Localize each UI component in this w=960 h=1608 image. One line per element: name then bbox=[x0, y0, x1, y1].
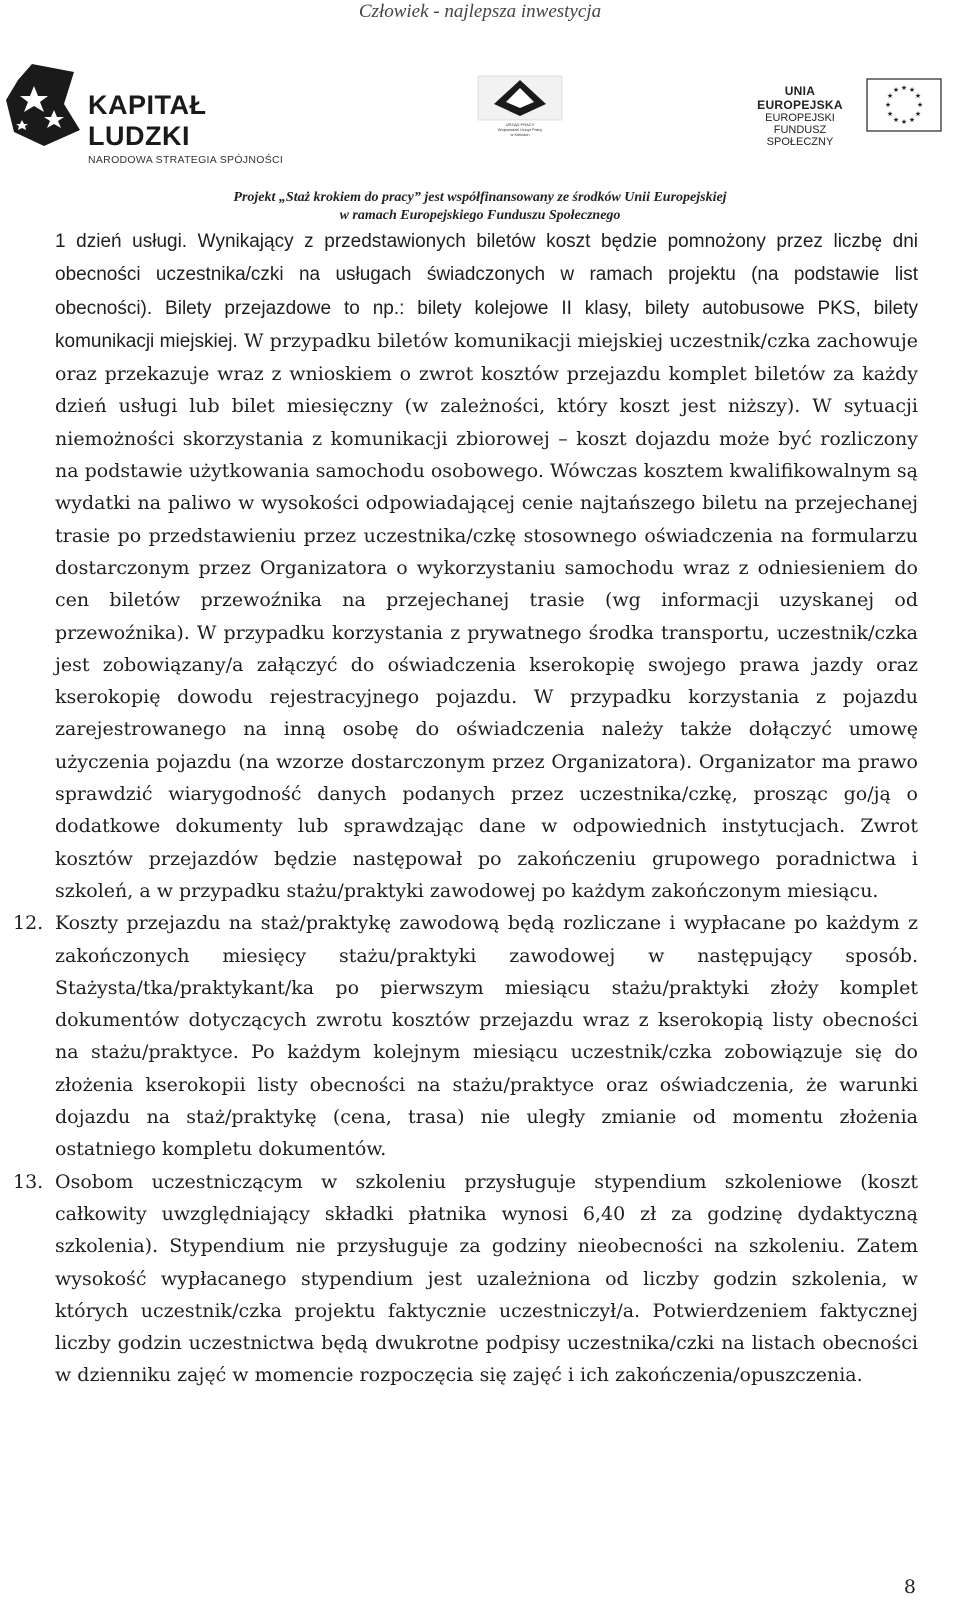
project-line-2: w ramach Europejskiego Funduszu Społecznego bbox=[339, 208, 621, 223]
list-item-text: Koszty przejazdu na staż/praktykę zawodową będą rozliczane i wypłacane po każdym z zakończonych miesięcy stażu/praktyki zawodowej w następujący sposób. Stażysta/tka/praktykant/ka po pierwszym miesiącu stażu/praktyki złoży komplet dokumentów dotyczących zwrotu kosztów przejazdu wraz z kserokopią listy obecności na stażu/praktyce. Po każdym kolejnym miesiącu uczestnik/czka zobowiązuje się do złożenia kserokopii listy obecności na stażu/praktyce oraz oświadczenia, że warunki dojazdu na staż/praktykę (cena, trasa) nie uległy zmianie od momentu złożenia ostatniego kompletu dokumentów. bbox=[55, 912, 918, 1161]
svg-text:★: ★ bbox=[914, 92, 922, 100]
urzad-pracy-line3: w Kielcach bbox=[510, 132, 530, 137]
svg-text:★: ★ bbox=[908, 86, 916, 94]
ue-line1: UNIA EUROPEJSKA bbox=[757, 84, 843, 112]
unia-europejska-logo bbox=[744, 76, 944, 148]
ue-line3: FUNDUSZ SPOŁECZNY bbox=[766, 124, 834, 148]
svg-text:★: ★ bbox=[916, 101, 924, 109]
list-item-13 bbox=[13, 1166, 918, 1392]
svg-text:★: ★ bbox=[892, 116, 900, 124]
urzad-pracy-logo bbox=[474, 74, 566, 136]
urzad-pracy-line1: URZĄD PRACY bbox=[505, 122, 535, 127]
svg-text:★: ★ bbox=[900, 84, 908, 92]
kapital-ludzki-title: KAPITAŁ LUDZKI bbox=[88, 90, 207, 151]
document-body bbox=[13, 225, 918, 1392]
svg-text:★: ★ bbox=[884, 101, 892, 109]
continuation-paragraph bbox=[55, 225, 918, 907]
urzad-pracy-line2: Wojewódzki Urząd Pracy bbox=[497, 127, 543, 132]
kapital-ludzki-emblem-icon bbox=[4, 60, 84, 150]
svg-text:★: ★ bbox=[914, 110, 922, 118]
kapital-ludzki-subtitle: NARODOWA STRATEGIA SPÓJNOŚCI bbox=[88, 154, 284, 166]
svg-text:★: ★ bbox=[886, 110, 894, 118]
header-slogan: Człowiek - najlepsza inwestycja bbox=[358, 1, 602, 22]
svg-text:★: ★ bbox=[900, 118, 908, 126]
list-item-12 bbox=[13, 907, 918, 1165]
continuation-serif-text: W przypadku biletów komunikacji miejskiej uczestnik/czka zachowuje oraz przekazuje wraz z wnioskiem o zwrot kosztów przejazdu komplet biletów za każdy dzień usługi lub bilet miesięczny (w zależności, który koszt jest niższy). W sytuacji niemożności skorzystania z komunikacji zbiorowej – koszt dojazdu może być rozliczony na podstawie użytkowania samochodu osobowego. Wówczas kosztem kwalifikowalnym są wydatki na paliwo w wysokości odpowiadającej cenie najtańszego biletu na przejechanej trasie po przedstawieniu przez uczestnika/czkę stosownego oświadczenia na formularzu dostarczonym przez Organizatora o wykorzystaniu samochodu wraz z odniesieniem do cen biletów przewoźnika na przejechanej trasie (wg informacji uzyskanej od przewoźnika). W przypadku korzystania z prywatnego środka transportu, uczestnik/czka jest zobowiązany/a załączyć do oświadczenia kserokopię swojego prawa jazdy oraz kserokopię dowodu rejestracyjnego pojazdu. W przypadku korzystania z pojazdu zarejestrowanego na inną osobę do oświadczenia należy także dołączyć umowę użyczenia pojazdu (na wzorze dostarczonym przez Organizatora). Organizator ma prawo sprawdzić wiarygodność danych podanych przez uczestnika/czkę, prosząc go/ją o dodatkowe dokumenty lub sprawdzając dane w odpowiednich instytucjach. Zwrot kosztów przejazdów będzie następował po zakończeniu grupowego poradnictwa i szkoleń, a w przypadku stażu/praktyki zawodowej po każdym zakończonym miesiącu. bbox=[55, 329, 918, 902]
list-item-text: Osobom uczestniczącym w szkoleniu przysługuje stypendium szkoleniowe (koszt całkowity uwzględniający składki płatnika wynosi 6,40 zł za godzinę dydaktyczną szkolenia). Stypendium nie przysługuje za godziny nieobecności na szkoleniu. Zatem wysokość wypłacanego stypendium jest uzależniona od liczby godzin szkolenia, w których uczestnik/czka projektu faktycznie uczestniczył/a. Potwierdzeniem faktycznej liczby godzin uczestnictwa będą dwukrotne podpisy uczestnika/czki na listach obecności w dzienniku zajęć w momencie rozpoczęcia się zajęć i ich zakończenia/opuszczenia. bbox=[55, 1170, 918, 1387]
urzad-pracy-emblem-icon bbox=[474, 74, 566, 122]
svg-text:★: ★ bbox=[908, 116, 916, 124]
kapital-ludzki-logo bbox=[4, 60, 294, 166]
continuation-sans-text: 1 dzień usługi. Wynikający z przedstawionych biletów koszt będzie pomnożony przez liczbę dni obecności uczestnika/czki na usługach świadczonych w ramach projektu (na podstawie list obecności). Bilety przejazdowe to np.: bilety kolejowe II klasy, bilety autobusowe PKS, bilety komunikacji miejskiej. bbox=[55, 231, 918, 352]
list-item-number: 12. bbox=[13, 912, 44, 935]
project-line-1: Projekt „Staż krokiem do pracy” jest współfinansowany ze środków Unii Europejskiej bbox=[233, 190, 727, 205]
svg-text:★: ★ bbox=[892, 86, 900, 94]
page-number: 8 bbox=[903, 1576, 916, 1598]
eu-flag-icon bbox=[866, 78, 942, 132]
ue-line2: EUROPEJSKI bbox=[765, 112, 835, 124]
list-item-number: 13. bbox=[13, 1170, 44, 1193]
svg-text:★: ★ bbox=[886, 92, 894, 100]
